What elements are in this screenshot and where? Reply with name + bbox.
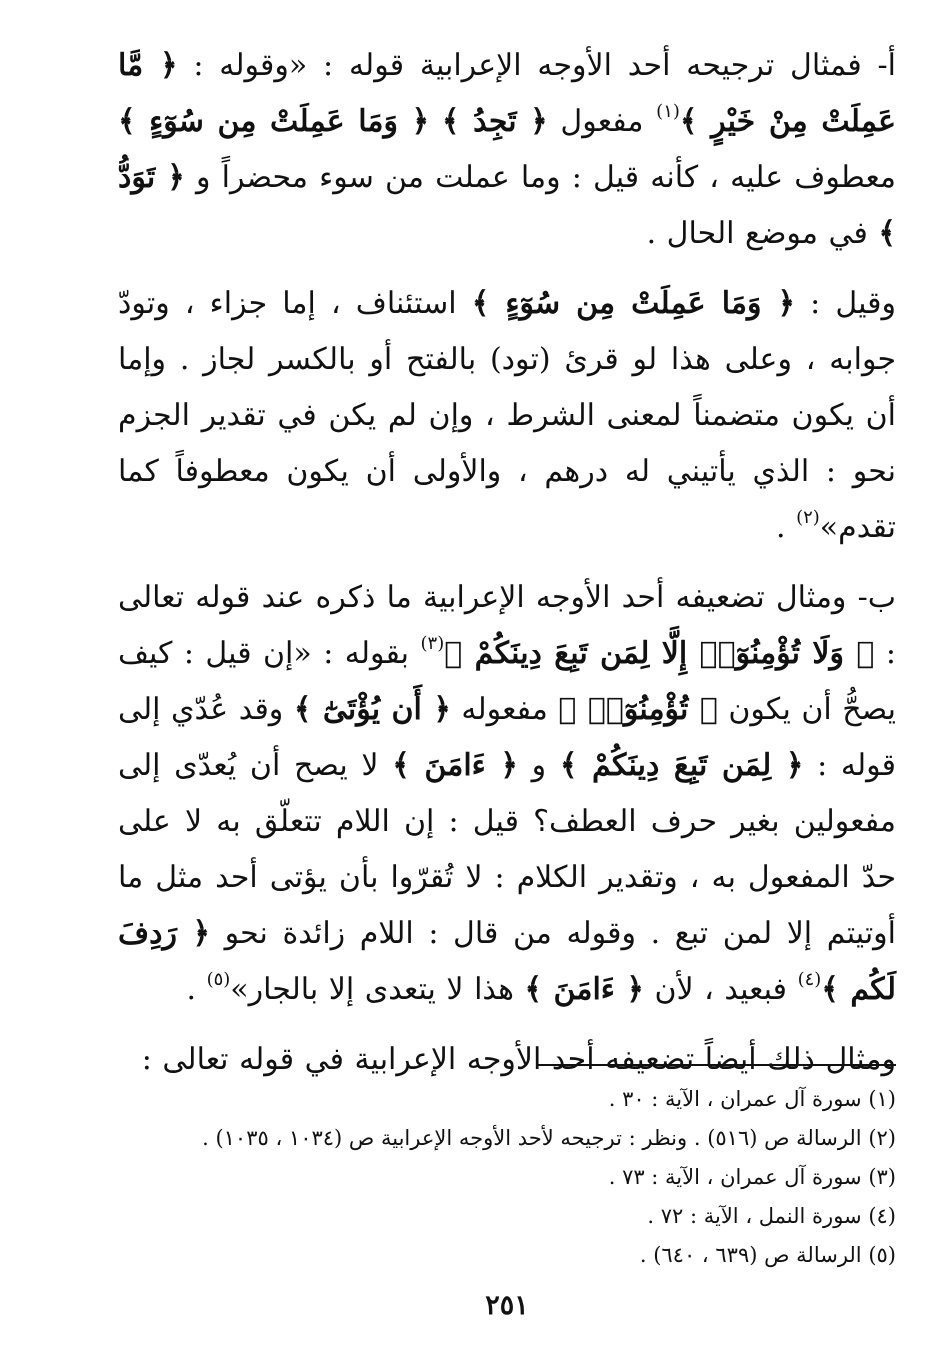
text-run: استئناف ، إما جزاء ، وتودّ جوابه ، وعلى هذا لو قرئ (تود) بالفتح أو بالكسر لجاز . وإما أن يكون متضمناً لمعنى الشرط ، وإن لم يكن في تقدير الجزم نحو : الذي يأتيني له درهم ، والأولى أن يكون معطوفاً كما تقدم» [118,286,896,545]
ornate-open-bracket: ﴿ [777,286,796,321]
ornate-open-bracket: ﴿ [433,692,451,727]
ornate-close-bracket: ﴾ [679,104,698,139]
text-run: ب- ومثال تضعيفه أحد الأوجه الإعرابية ما ذكره عند قوله تعالى : [118,580,896,671]
ornate-open-bracket: ﴿ [785,748,804,783]
quran-quote: تَوَدُّ [118,160,168,195]
footnote-ref: (٢) [796,507,820,528]
ornate-close-bracket: ﴾ [293,692,312,727]
ornate-close-bracket: ﴾ [558,692,577,727]
text-run [429,104,442,139]
quran-quote: وَمَا عَمِلَتْ مِن سُوٓءٍ [135,104,412,139]
book-page [118,38,896,1348]
footnote-ref: (٥) [206,969,231,990]
text-run: بقوله : «إن قيل : كيف يصحُّ أن يكون [118,636,896,727]
quran-quote: وَلَا تُؤْمِنُوٓا۟ إِلَّا لِمَن تَبِعَ دِينَكُمْ [462,636,857,671]
text-run: فبعيد ، لأن [643,972,798,1007]
ornate-close-bracket: ﴾ [559,748,578,783]
ornate-close-bracket: ﴾ [524,972,543,1007]
footnote-item: (٣) سورة آل عمران ، الآية : ٧٣ . [608,1165,896,1189]
ornate-close-bracket: ﴾ [392,748,410,783]
text-run: أ- فمثال ترجيحه أحد الأوجه الإعرابية قوله : «وقوله : [177,48,897,83]
quran-quote: وَمَا عَمِلَتْ مِن سُوٓءٍ [489,286,778,321]
ornate-open-bracket: ﴿ [626,972,644,1007]
ornate-open-bracket: ﴿ [699,692,718,727]
footnote-item: (٤) سورة النمل ، الآية : ٧٢ . [647,1204,896,1228]
quran-quote: مَّا عَمِلَتْ مِنْ خَيْرٍ [118,48,896,139]
ornate-open-bracket: ﴿ [500,748,518,783]
footnote-ref: (٤) [797,969,822,990]
text-run: معطوف عليه ، كأنه قيل : وما عملت من سوء محضراً و [184,160,897,195]
text-run: في موضع الحال . [646,216,879,251]
ornate-open-bracket: ﴿ [411,104,430,139]
ornate-close-bracket: ﴾ [878,216,896,251]
paragraph-example-preference [118,38,896,262]
ornate-close-bracket: ﴾ [118,104,136,139]
quran-quote: ءَامَنَ [409,748,501,783]
ornate-close-bracket: ﴾ [444,636,463,671]
ornate-close-bracket: ﴾ [441,104,460,139]
footnote-item: (٥) الرسالة ص (٦٣٩ ، ٦٤٠) . [639,1243,896,1267]
quran-quote: رَدِفَ لَكُم [118,916,896,1007]
quran-quote: ءَامَنَ [542,972,627,1007]
ornate-open-bracket: ﴿ [167,160,185,195]
ornate-close-bracket: ﴾ [821,972,839,1007]
text-run: . [775,510,797,545]
footnote-ref: (١) [656,101,680,122]
text-run: وقد عُدّي إلى قوله : [118,692,896,783]
text-run: و [517,748,560,783]
footnote-item: (٢) الرسالة ص (٥١٦) . ونظر : ترجيحه لأحد الأوجه الإعرابية ص (١٠٣٤ ، ١٠٣٥) . [202,1126,896,1150]
text-run: مفعوله [450,692,559,727]
footnote-separator [536,1064,896,1066]
footnotes-list [118,1080,896,1275]
footnote-item: (١) سورة آل عمران ، الآية : ٣٠ . [608,1087,896,1111]
footnote-ref: (٣) [420,633,445,654]
quran-quote: تُؤْمِنُوٓا۟ [576,692,700,727]
ornate-open-bracket: ﴿ [192,916,211,951]
paragraph-another-example: ومثال ذلك أيضاً تضعيفه أحد الأوجه الإعرابية في قوله تعالى : [141,1042,896,1077]
ornate-open-bracket: ﴿ [530,104,548,139]
text-run: . [186,972,207,1007]
text-run: لا يصح أن يُعدّى إلى مفعولين بغير حرف العطف؟ قيل : إن اللام تتعلّق به لا على حدّ المفعول به ، وتقدير الكلام : لا تُقرّوا بأن يؤتى أحد مثل ما أوتيتم إلا لمن تبع . وقوله من قال : اللام زائدة نحو [118,748,897,951]
quran-quote: لِمَن تَبِعَ دِينَكُمْ [577,748,786,783]
page-number: ٢٥١ [485,1290,529,1321]
quran-quote: تَجِدُ [459,104,531,139]
text-run: مفعول [547,104,657,139]
paragraph-example-weakening [118,570,896,1018]
paragraph-alternative-view [118,276,896,556]
ornate-open-bracket: ﴿ [856,636,875,671]
text-run: هذا لا يتعدى إلا بالجار» [230,972,525,1007]
ornate-close-bracket: ﴾ [471,286,490,321]
ornate-open-bracket: ﴿ [159,48,178,83]
quran-quote: أَن يُؤْتَىٰٓ [311,692,434,727]
text-run: وقيل : [795,286,897,321]
